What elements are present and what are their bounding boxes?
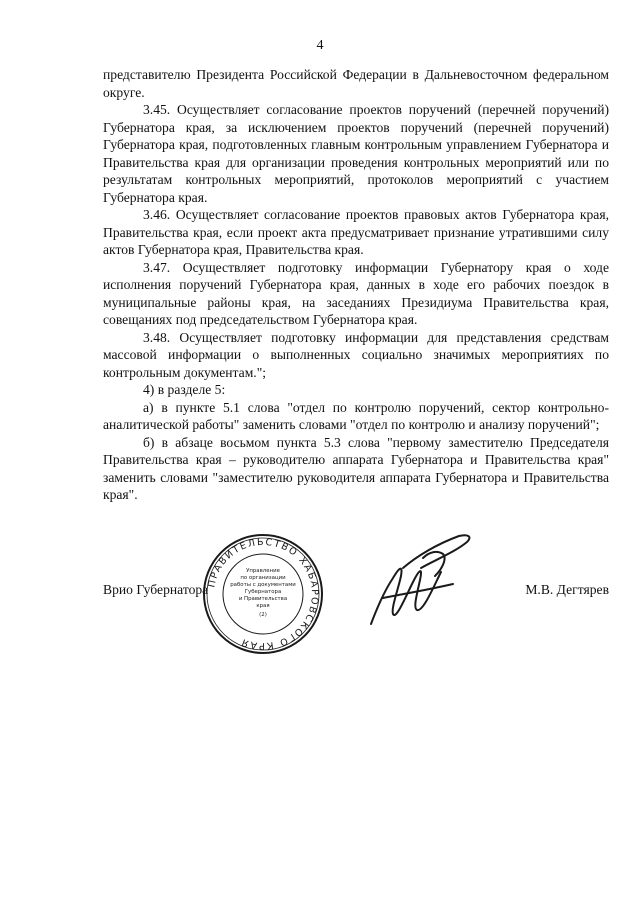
paragraph-3-45: 3.45. Осуществляет согласование проектов поручений (перечней поручений) Губернатора края, за исключением проектов поручений (перечней поручений) Губернатора края, подготовленных главным контрольным управлением Губернатора и Правительства края для организации проведения контрольных мероприятий или по результатам контрольных мероприятий, протоколов мероприятий с участием Губернатора края. xyxy=(103,102,609,205)
seal-inner-line: Управление xyxy=(246,568,280,574)
handwritten-signature xyxy=(363,528,483,638)
paragraph-section-5: 4) в разделе 5: xyxy=(143,382,226,397)
paragraph-3-47: 3.47. Осуществляет подготовку информации Губернатору края о ходе исполнения поручений Губернатора края, данных в ходе его рабочих поездок в муниципальные районы края, на заседаниях Президиума Правительства края, совещаниях под председательством Губернатора края. xyxy=(103,259,609,327)
page-number: 4 xyxy=(316,38,324,53)
seal-inner-line: Губернатора xyxy=(244,589,282,595)
seal-inner-line: по организации xyxy=(240,575,286,581)
paragraph-continuation: представителю Президента Российской Федерации в Дальневосточном федеральном округе. xyxy=(103,67,609,100)
seal-inner-line: (2) xyxy=(259,612,267,618)
official-seal xyxy=(201,532,325,656)
paragraph-item-a: а) в пункте 5.1 слова "отдел по контролю поручений, сектор контрольно-аналитической работы" заменить словами "отдел по контролю и анализу поручений"; xyxy=(103,399,609,432)
document-body xyxy=(103,66,609,504)
seal-inner-line: работы с документами xyxy=(230,582,296,588)
seal-inner-line: края xyxy=(256,603,270,609)
signer-title: Врио Губернатора xyxy=(103,582,209,597)
paragraph-item-b: б) в абзаце восьмом пункта 5.3 слова "первому заместителю Председателя Правительства края – руководителю аппарата Губернатора и Правительства края" заменить словами "заместителю руководителя аппарата Губернатора и Правительства края". xyxy=(103,434,609,502)
seal-inner-line: и Правительства xyxy=(238,596,288,602)
paragraph-3-48: 3.48. Осуществляет подготовку информации для представления средствам массовой информации о выполненных социально значимых мероприятиях по контрольным документам."; xyxy=(103,329,609,380)
signature-block xyxy=(103,536,609,702)
seal-ring-text: ПРАВИТЕЛЬСТВО ХАБАРОВСКОГО КРАЯ xyxy=(206,536,321,652)
signer-name: М.В. Дегтярев xyxy=(525,582,609,597)
paragraph-3-46: 3.46. Осуществляет согласование проектов правовых актов Губернатора края, Правительства края, если проект акта предусматривает признание утратившими силу актов Губернатора края, Правительства края. xyxy=(103,207,609,257)
